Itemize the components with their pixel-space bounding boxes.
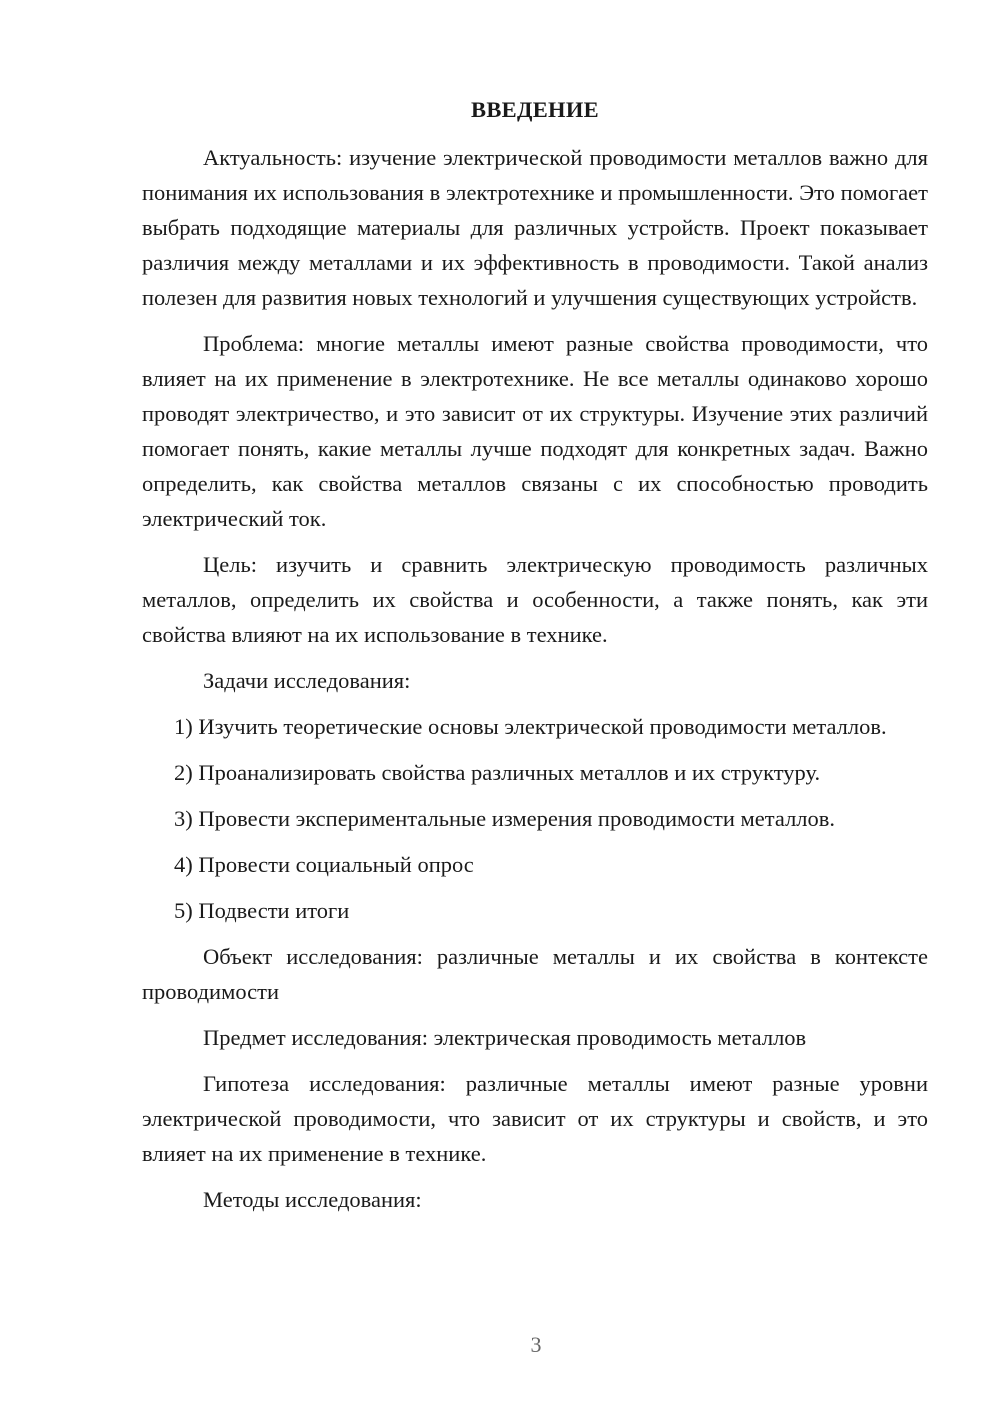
list-item: 4) Провести социальный опрос [174, 852, 474, 877]
tasks-title: Задачи исследования: [203, 668, 411, 693]
page-number: 3 [530, 1332, 542, 1357]
subject-paragraph: Предмет исследования: электрическая проводимость металлов [203, 1025, 807, 1050]
list-item: 5) Подвести итоги [174, 898, 350, 923]
problem-paragraph: Проблема: многие металлы имеют разные свойства проводимости, что влияет на их применение в электротехнике. Не все металлы одинаково хорошо проводят электричество, и это зависит от их структуры. Изучение этих различий помогает понять, какие металлы лучше подходят для конкретных задач. Важно определить, как свойства металлов связаны с их способностью проводить электрический ток. [142, 331, 928, 531]
hypothesis-paragraph: Гипотеза исследования: различные металлы имеют разные уровни электрической проводимости, что зависит от их структуры и свойств, и это влияет на их применение в технике. [142, 1071, 928, 1166]
object-paragraph: Объект исследования: различные металлы и их свойства в контексте проводимости [142, 944, 928, 1004]
section-heading: ВВЕДЕНИЕ [471, 97, 599, 122]
list-item: 3) Провести экспериментальные измерения проводимости металлов. [174, 806, 836, 831]
tasks-list [142, 709, 928, 928]
methods-title: Методы исследования: [203, 1187, 422, 1212]
relevance-paragraph: Актуальность: изучение электрической проводимости металлов важно для понимания их использования в электротехнике и промышленности. Это помогает выбрать подходящие материалы для различных устройств. Проект показывает различия между металлами и их эффективность в проводимости. Такой анализ полезен для развития новых технологий и улучшения существующих устройств. [142, 145, 928, 310]
page-body [142, 92, 928, 1228]
goal-paragraph: Цель: изучить и сравнить электрическую проводимость различных металлов, определить их свойства и особенности, а также понять, как эти свойства влияют на их использование в технике. [142, 552, 928, 647]
list-item: 2) Проанализировать свойства различных металлов и их структуру. [174, 760, 821, 785]
list-item: 1) Изучить теоретические основы электрической проводимости металлов. [174, 714, 887, 739]
